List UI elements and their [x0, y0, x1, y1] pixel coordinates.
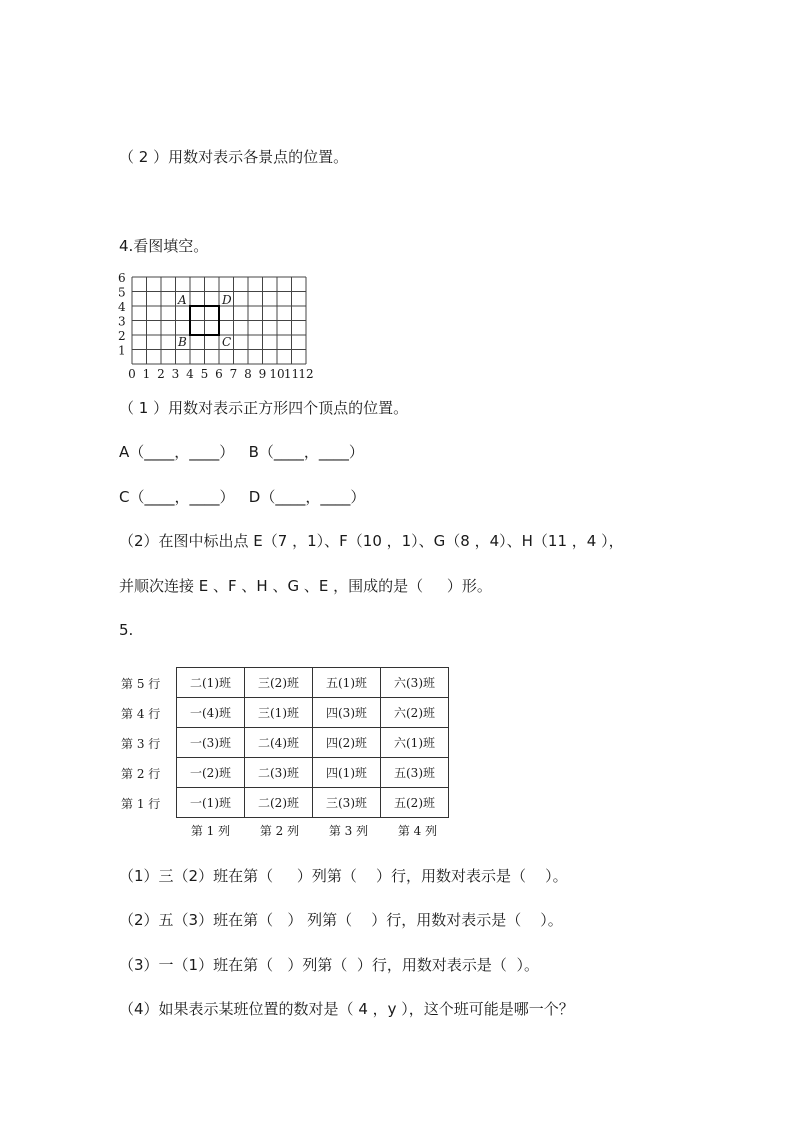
table-cell: 四(3)班	[313, 698, 381, 728]
table-row	[177, 668, 449, 698]
q4-part2-line1: （2）在图中标出点 E（7 ，1）、F（10 ，1）、G（8 ，4）、H（11 ，4 ），	[119, 532, 624, 550]
x-tick-label: 7	[229, 367, 238, 381]
table-cell: 六(2)班	[381, 698, 449, 728]
table-cell: 三(3)班	[313, 788, 381, 818]
table-cell: 二(3)班	[245, 758, 313, 788]
x-tick-label: 9	[258, 367, 267, 381]
col-label-4: 第 4 列	[397, 824, 438, 838]
coordinate-grid	[114, 270, 314, 382]
y-tick-label: 3	[118, 314, 126, 329]
y-tick-label: 2	[118, 329, 126, 343]
row-label-3: 第 3 行	[121, 737, 161, 751]
table-cell: 六(3)班	[381, 668, 449, 698]
table-row	[177, 698, 449, 728]
table-cell: 一(4)班	[177, 698, 245, 728]
x-tick-label: 5	[200, 367, 209, 381]
q4-part2-line2: 并顺次连接 E 、F 、H 、G 、E ，围成的是（ ）形。	[119, 577, 492, 595]
row-label-1: 第 1 行	[121, 797, 161, 811]
x-tick-label: 0	[128, 367, 136, 381]
table-cell: 六(1)班	[381, 728, 449, 758]
x-tick-label: 2	[157, 367, 165, 381]
x-tick-label: 11	[283, 367, 300, 381]
table-cell: 四(1)班	[313, 758, 381, 788]
point-label-b: B	[178, 335, 187, 349]
q4-title: 4.看图填空。	[119, 237, 209, 255]
table-row	[177, 728, 449, 758]
table-row	[177, 758, 449, 788]
point-label-a: A	[178, 293, 187, 307]
y-tick-label: 6	[118, 271, 126, 285]
table-cell: 二(2)班	[245, 788, 313, 818]
q4-ab-blanks: A（____，____） B（____，____）	[119, 443, 364, 461]
col-label-1: 第 1 列	[190, 824, 231, 838]
y-tick-label: 4	[118, 300, 126, 314]
y-tick-label: 5	[118, 285, 126, 300]
col-label-2: 第 2 列	[259, 824, 300, 838]
x-tick-label: 1	[142, 367, 151, 381]
q5-item2: （2）五（3）班在第（ ） 列第（ ）行，用数对表示是（ ）。	[119, 911, 563, 929]
table-cell: 二(4)班	[245, 728, 313, 758]
col-label-3: 第 3 列	[328, 824, 369, 838]
table-cell: 一(1)班	[177, 788, 245, 818]
x-tick-label: 8	[244, 367, 252, 381]
y-tick-label: 1	[118, 343, 126, 358]
point-label-c: C	[222, 335, 232, 349]
x-tick-label: 3	[171, 367, 180, 381]
q5-item3: （3）一（1）班在第（ ）列第（ ）行，用数对表示是（ ）。	[119, 956, 539, 974]
x-tick-label: 12	[298, 367, 314, 381]
table-cell: 五(2)班	[381, 788, 449, 818]
table-cell: 二(1)班	[177, 668, 245, 698]
point-label-d: D	[222, 293, 232, 307]
q3-part2-text: （ 2 ）用数对表示各景点的位置。	[119, 148, 349, 166]
row-label-5: 第 5 行	[121, 677, 161, 691]
table-row	[177, 788, 449, 818]
table-cell: 一(2)班	[177, 758, 245, 788]
row-label-4: 第 4 行	[121, 707, 161, 721]
x-tick-label: 4	[186, 367, 194, 381]
row-label-2: 第 2 行	[121, 767, 161, 781]
table-cell: 四(2)班	[313, 728, 381, 758]
table-cell: 三(1)班	[245, 698, 313, 728]
table-cell: 一(3)班	[177, 728, 245, 758]
x-tick-label: 10	[269, 367, 285, 381]
table-cell: 三(2)班	[245, 668, 313, 698]
q4-part1-text: （ 1 ）用数对表示正方形四个顶点的位置。	[119, 399, 409, 417]
table-cell: 五(3)班	[381, 758, 449, 788]
q5-title: 5.	[119, 621, 134, 639]
q4-cd-blanks: C（____，____） D（____，____）	[119, 488, 366, 506]
seat-table	[176, 667, 449, 818]
x-tick-label: 6	[215, 367, 223, 381]
q5-item4: （4）如果表示某班位置的数对是（ 4 ，y ），这个班可能是哪一个？	[119, 1000, 574, 1018]
table-cell: 五(1)班	[313, 668, 381, 698]
q5-item1: （1）三（2）班在第（ ）列第（ ）行，用数对表示是（ ）。	[119, 867, 568, 885]
